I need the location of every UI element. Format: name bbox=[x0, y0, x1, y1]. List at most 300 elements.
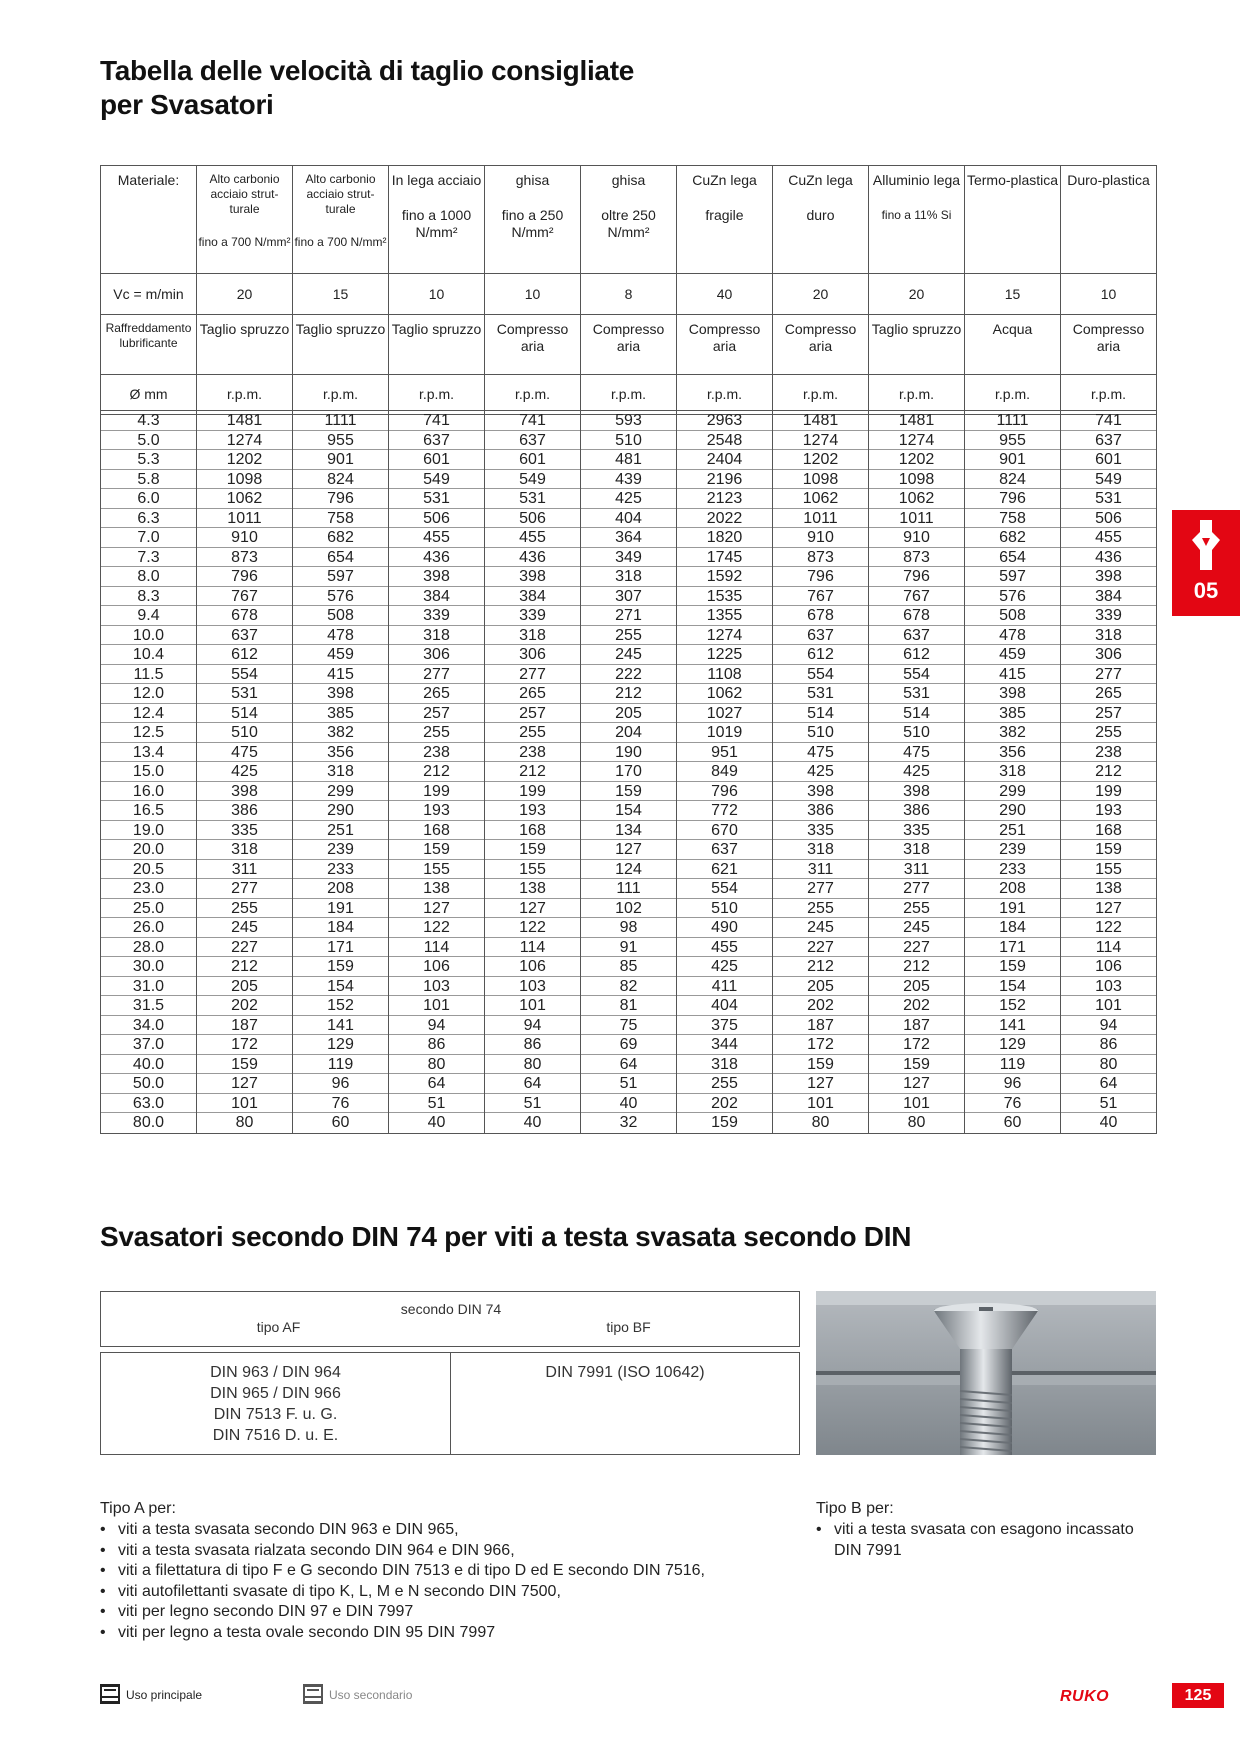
rpm-cell: 212 bbox=[197, 957, 293, 977]
rpm-cell: 94 bbox=[389, 1016, 485, 1036]
cutting-speed-cell: Vc = m/min bbox=[101, 274, 197, 315]
rpm-cell: 1745 bbox=[677, 548, 773, 568]
rpm-cell: 772 bbox=[677, 801, 773, 821]
rpm-cell: 127 bbox=[1061, 899, 1157, 919]
diameter-cell: 7.3 bbox=[101, 548, 197, 568]
rpm-cell: 375 bbox=[677, 1016, 773, 1036]
table-row bbox=[101, 684, 1157, 704]
table-row bbox=[101, 1055, 1157, 1075]
type-bf-label: tipo BF bbox=[606, 1319, 651, 1335]
diameter-cell: 80.0 bbox=[101, 1113, 197, 1133]
din-standards-box bbox=[100, 1352, 800, 1455]
rpm-cell: 208 bbox=[965, 879, 1061, 899]
rpm-cell: 238 bbox=[485, 743, 581, 763]
table-row bbox=[101, 509, 1157, 529]
list-item: • viti per legno a testa ovale secondo DIN 95 DIN 7997 bbox=[100, 1623, 740, 1644]
rpm-cell: 222 bbox=[581, 665, 677, 685]
rpm-cell: 455 bbox=[677, 938, 773, 958]
rpm-cell: 255 bbox=[389, 723, 485, 743]
table-row bbox=[101, 587, 1157, 607]
rpm-cell: 593 bbox=[581, 411, 677, 431]
coolant-cell: Taglio spruzzo bbox=[869, 315, 965, 375]
diameter-cell: 19.0 bbox=[101, 821, 197, 841]
rpm-cell: 311 bbox=[773, 860, 869, 880]
rpm-cell: 637 bbox=[485, 431, 581, 451]
rpm-cell: 101 bbox=[197, 1094, 293, 1114]
rpm-cell: 40 bbox=[581, 1094, 677, 1114]
secondary-use-label: Uso secondario bbox=[329, 1688, 413, 1702]
diameter-cell: 63.0 bbox=[101, 1094, 197, 1114]
table-row bbox=[101, 665, 1157, 685]
rpm-cell: 257 bbox=[485, 704, 581, 724]
rpm-cell: 159 bbox=[965, 957, 1061, 977]
rpm-cell: 531 bbox=[389, 489, 485, 509]
rpm-cell: 80 bbox=[869, 1113, 965, 1133]
rpm-cell: 2404 bbox=[677, 450, 773, 470]
rpm-cell: 1274 bbox=[677, 626, 773, 646]
diameter-cell: 40.0 bbox=[101, 1055, 197, 1075]
table-row bbox=[101, 450, 1157, 470]
table-row bbox=[101, 548, 1157, 568]
rpm-cell: 910 bbox=[197, 528, 293, 548]
rpm-cell: 114 bbox=[485, 938, 581, 958]
rpm-cell: 212 bbox=[485, 762, 581, 782]
list-item: • viti autofilettanti svasate di tipo K, L, M e N secondo DIN 7500, bbox=[100, 1582, 740, 1603]
rpm-cell: 159 bbox=[197, 1055, 293, 1075]
rpm-cell: 506 bbox=[485, 509, 581, 529]
rpm-cell: 356 bbox=[965, 743, 1061, 763]
rpm-cell: 172 bbox=[773, 1035, 869, 1055]
rpm-cell: 796 bbox=[293, 489, 389, 509]
rpm-cell: 344 bbox=[677, 1035, 773, 1055]
coolant-cell: Acqua bbox=[965, 315, 1061, 375]
rpm-cell: 475 bbox=[869, 743, 965, 763]
material-spec: duro bbox=[806, 207, 835, 223]
rpm-cell: 64 bbox=[389, 1074, 485, 1094]
rpm-cell: 106 bbox=[1061, 957, 1157, 977]
rpm-cell: 1225 bbox=[677, 645, 773, 665]
rpm-cell: 824 bbox=[965, 470, 1061, 490]
rpm-cell: 141 bbox=[293, 1016, 389, 1036]
rpm-cell: 193 bbox=[1061, 801, 1157, 821]
diameter-cell: 26.0 bbox=[101, 918, 197, 938]
rpm-cell: 1062 bbox=[869, 489, 965, 509]
table-row bbox=[101, 567, 1157, 587]
rpm-cell: 80 bbox=[1061, 1055, 1157, 1075]
rpm-cell: 554 bbox=[677, 879, 773, 899]
rpm-cell: 531 bbox=[773, 684, 869, 704]
rpm-cell: 86 bbox=[1061, 1035, 1157, 1055]
material-name: Termo-plastica bbox=[966, 172, 1059, 188]
rpm-cell: 2548 bbox=[677, 431, 773, 451]
type-b-title: Tipo B per: bbox=[816, 1500, 894, 1517]
table-row bbox=[101, 723, 1157, 743]
rpm-cell: 318 bbox=[677, 1055, 773, 1075]
material-spec: oltre 250 N/mm² bbox=[601, 207, 656, 240]
rpm-cell: 32 bbox=[581, 1113, 677, 1133]
rpm-cell: 824 bbox=[293, 470, 389, 490]
rpm-cell: 111 bbox=[581, 879, 677, 899]
rpm-cell: 119 bbox=[965, 1055, 1061, 1075]
coolant-cell: Compresso aria bbox=[581, 315, 677, 375]
rpm-cell: 767 bbox=[773, 587, 869, 607]
rpm-cell: 910 bbox=[773, 528, 869, 548]
cutting-speed-cell: 15 bbox=[293, 274, 389, 315]
coolant-cell: Compresso aria bbox=[773, 315, 869, 375]
rpm-cell: 382 bbox=[965, 723, 1061, 743]
rpm-cell: 1481 bbox=[869, 411, 965, 431]
rpm-cell: 245 bbox=[581, 645, 677, 665]
material-name: Materiale: bbox=[117, 172, 180, 188]
rpm-cell: 122 bbox=[1061, 918, 1157, 938]
rpm-cell: 514 bbox=[197, 704, 293, 724]
rpm-cell: 339 bbox=[389, 606, 485, 626]
rpm-cell: 98 bbox=[581, 918, 677, 938]
page-title-line1: Tabella delle velocità di taglio consigliate bbox=[100, 55, 634, 86]
rpm-cell: 227 bbox=[773, 938, 869, 958]
din-74-header bbox=[100, 1291, 800, 1347]
rpm-cell: 1535 bbox=[677, 587, 773, 607]
rpm-cell: 873 bbox=[773, 548, 869, 568]
rpm-cell: 1062 bbox=[197, 489, 293, 509]
material-name: Alto carbonio acciaio strut-turale bbox=[209, 172, 280, 216]
table-row bbox=[101, 1035, 1157, 1055]
table-row bbox=[101, 1094, 1157, 1114]
rpm-cell: 152 bbox=[293, 996, 389, 1016]
rpm-cell: 2196 bbox=[677, 470, 773, 490]
rpm-cell: 318 bbox=[293, 762, 389, 782]
secondary-use-icon bbox=[303, 1684, 323, 1704]
rpm-cell: 510 bbox=[197, 723, 293, 743]
cutting-speed-cell: 10 bbox=[485, 274, 581, 315]
rpm-cell: 129 bbox=[965, 1035, 1061, 1055]
chapter-number: 05 bbox=[1193, 578, 1219, 603]
page-number: 125 bbox=[1172, 1683, 1224, 1708]
rpm-cell: 1274 bbox=[869, 431, 965, 451]
rpm-cell: 172 bbox=[197, 1035, 293, 1055]
diameter-cell: 30.0 bbox=[101, 957, 197, 977]
rpm-cell: 2123 bbox=[677, 489, 773, 509]
rpm-cell: 127 bbox=[581, 840, 677, 860]
rpm-cell: 398 bbox=[389, 567, 485, 587]
rpm-cell: 202 bbox=[677, 1094, 773, 1114]
rpm-cell: 425 bbox=[773, 762, 869, 782]
rpm-cell: 601 bbox=[1061, 450, 1157, 470]
rpm-cell: 159 bbox=[869, 1055, 965, 1075]
rpm-cell: 311 bbox=[197, 860, 293, 880]
rpm-cell: 654 bbox=[293, 548, 389, 568]
rpm-cell: 612 bbox=[773, 645, 869, 665]
material-cell bbox=[197, 166, 293, 274]
table-row bbox=[101, 1113, 1157, 1133]
rpm-cell: 637 bbox=[1061, 431, 1157, 451]
table-row bbox=[101, 626, 1157, 646]
chapter-tab bbox=[1172, 510, 1240, 616]
rpm-cell: 159 bbox=[1061, 840, 1157, 860]
diameter-cell: 34.0 bbox=[101, 1016, 197, 1036]
diameter-cell: 13.4 bbox=[101, 743, 197, 763]
rpm-cell: 51 bbox=[389, 1094, 485, 1114]
rpm-cell: 901 bbox=[965, 450, 1061, 470]
rpm-cell: 1027 bbox=[677, 704, 773, 724]
rpm-cell: 255 bbox=[581, 626, 677, 646]
unit-cell: r.p.m. bbox=[677, 375, 773, 415]
rpm-cell: 208 bbox=[293, 879, 389, 899]
rpm-cell: 385 bbox=[965, 704, 1061, 724]
rpm-cell: 1481 bbox=[197, 411, 293, 431]
rpm-cell: 475 bbox=[773, 743, 869, 763]
rpm-cell: 138 bbox=[389, 879, 485, 899]
table-row bbox=[101, 840, 1157, 860]
rpm-cell: 103 bbox=[389, 977, 485, 997]
coolant-cell: Raffreddamento lubrificante bbox=[101, 315, 197, 375]
rpm-cell: 106 bbox=[389, 957, 485, 977]
rpm-cell: 951 bbox=[677, 743, 773, 763]
rpm-cell: 127 bbox=[869, 1074, 965, 1094]
rpm-cell: 382 bbox=[293, 723, 389, 743]
diameter-cell: 4.3 bbox=[101, 411, 197, 431]
rpm-cell: 277 bbox=[869, 879, 965, 899]
rpm-cell: 255 bbox=[485, 723, 581, 743]
rpm-cell: 796 bbox=[773, 567, 869, 587]
unit-cell: r.p.m. bbox=[197, 375, 293, 415]
rpm-cell: 955 bbox=[293, 431, 389, 451]
rpm-cell: 124 bbox=[581, 860, 677, 880]
unit-cell: r.p.m. bbox=[869, 375, 965, 415]
rpm-cell: 122 bbox=[389, 918, 485, 938]
rpm-cell: 384 bbox=[485, 587, 581, 607]
rpm-cell: 404 bbox=[581, 509, 677, 529]
rpm-cell: 172 bbox=[869, 1035, 965, 1055]
rpm-cell: 514 bbox=[869, 704, 965, 724]
rpm-cell: 510 bbox=[869, 723, 965, 743]
diameter-cell: 8.0 bbox=[101, 567, 197, 587]
rpm-cell: 398 bbox=[197, 782, 293, 802]
rpm-cell: 168 bbox=[389, 821, 485, 841]
rpm-cell: 455 bbox=[1061, 528, 1157, 548]
rpm-cell: 141 bbox=[965, 1016, 1061, 1036]
rpm-cell: 245 bbox=[773, 918, 869, 938]
rpm-cell: 277 bbox=[197, 879, 293, 899]
rpm-cell: 1098 bbox=[869, 470, 965, 490]
material-spec: fino a 250 N/mm² bbox=[501, 207, 564, 240]
rpm-cell: 510 bbox=[773, 723, 869, 743]
coolant-cell: Taglio spruzzo bbox=[389, 315, 485, 375]
rpm-cell: 910 bbox=[869, 528, 965, 548]
diameter-cell: 5.8 bbox=[101, 470, 197, 490]
rpm-cell: 318 bbox=[1061, 626, 1157, 646]
material-cell bbox=[293, 166, 389, 274]
rpm-cell: 335 bbox=[869, 821, 965, 841]
rpm-cell: 265 bbox=[485, 684, 581, 704]
cutting-speed-cell: 20 bbox=[197, 274, 293, 315]
rpm-cell: 255 bbox=[869, 899, 965, 919]
cutting-speed-cell: 20 bbox=[773, 274, 869, 315]
diameter-cell: 37.0 bbox=[101, 1035, 197, 1055]
diameter-cell: 12.0 bbox=[101, 684, 197, 704]
type-bf-standard: DIN 7991 (ISO 10642) bbox=[545, 1364, 705, 1381]
page-title bbox=[100, 54, 634, 122]
cutting-speed-cell: 20 bbox=[869, 274, 965, 315]
rpm-cell: 554 bbox=[773, 665, 869, 685]
diameter-cell: 6.3 bbox=[101, 509, 197, 529]
rpm-cell: 212 bbox=[581, 684, 677, 704]
rpm-cell: 1011 bbox=[197, 509, 293, 529]
rpm-cell: 94 bbox=[485, 1016, 581, 1036]
diameter-cell: 5.3 bbox=[101, 450, 197, 470]
rpm-cell: 1111 bbox=[293, 411, 389, 431]
material-cell bbox=[581, 166, 677, 274]
material-cell bbox=[677, 166, 773, 274]
rpm-cell: 239 bbox=[293, 840, 389, 860]
rpm-cell: 199 bbox=[485, 782, 581, 802]
material-name: Duro-plastica bbox=[1067, 172, 1150, 188]
rpm-cell: 637 bbox=[197, 626, 293, 646]
material-label-cell bbox=[101, 166, 197, 274]
coolant-cell: Taglio spruzzo bbox=[293, 315, 389, 375]
rpm-cell: 758 bbox=[965, 509, 1061, 529]
rpm-cell: 306 bbox=[485, 645, 581, 665]
rpm-cell: 318 bbox=[965, 762, 1061, 782]
rpm-cell: 506 bbox=[1061, 509, 1157, 529]
rpm-cell: 670 bbox=[677, 821, 773, 841]
rpm-cell: 64 bbox=[485, 1074, 581, 1094]
rpm-cell: 245 bbox=[197, 918, 293, 938]
rpm-cell: 425 bbox=[677, 957, 773, 977]
rpm-cell: 1098 bbox=[197, 470, 293, 490]
coolant-row bbox=[101, 315, 1157, 375]
coolant-cell: Compresso aria bbox=[485, 315, 581, 375]
rpm-cell: 1481 bbox=[773, 411, 869, 431]
rpm-cell: 86 bbox=[485, 1035, 581, 1055]
rpm-cell: 455 bbox=[485, 528, 581, 548]
rpm-cell: 51 bbox=[485, 1094, 581, 1114]
rpm-cell: 138 bbox=[485, 879, 581, 899]
rpm-cell: 245 bbox=[869, 918, 965, 938]
rpm-cell: 154 bbox=[965, 977, 1061, 997]
diameter-cell: 12.4 bbox=[101, 704, 197, 724]
primary-use-label: Uso principale bbox=[126, 1688, 203, 1702]
diameter-cell: 12.5 bbox=[101, 723, 197, 743]
rpm-cell: 106 bbox=[485, 957, 581, 977]
din-74-label: secondo DIN 74 bbox=[400, 1301, 502, 1317]
rpm-cell: 184 bbox=[965, 918, 1061, 938]
material-name: In lega acciaio bbox=[391, 172, 482, 188]
diameter-cell: 20.0 bbox=[101, 840, 197, 860]
rpm-cell: 531 bbox=[197, 684, 293, 704]
material-name: CuZn lega bbox=[692, 172, 757, 188]
rpm-cell: 193 bbox=[485, 801, 581, 821]
rpm-cell: 478 bbox=[293, 626, 389, 646]
rpm-cell: 138 bbox=[1061, 879, 1157, 899]
rpm-cell: 849 bbox=[677, 762, 773, 782]
rpm-cell: 307 bbox=[581, 587, 677, 607]
rpm-cell: 436 bbox=[389, 548, 485, 568]
rpm-cell: 86 bbox=[389, 1035, 485, 1055]
rpm-cell: 415 bbox=[293, 665, 389, 685]
rpm-cell: 60 bbox=[965, 1113, 1061, 1133]
rpm-cell: 277 bbox=[1061, 665, 1157, 685]
rpm-cell: 335 bbox=[773, 821, 869, 841]
rpm-cell: 1274 bbox=[773, 431, 869, 451]
rpm-cell: 339 bbox=[485, 606, 581, 626]
coolant-cell: Compresso aria bbox=[677, 315, 773, 375]
rpm-cell: 255 bbox=[197, 899, 293, 919]
rpm-cell: 356 bbox=[293, 743, 389, 763]
rpm-cell: 549 bbox=[485, 470, 581, 490]
rpm-cell: 601 bbox=[485, 450, 581, 470]
rpm-cell: 741 bbox=[1061, 411, 1157, 431]
rpm-cell: 637 bbox=[389, 431, 485, 451]
rpm-cell: 101 bbox=[773, 1094, 869, 1114]
rpm-cell: 212 bbox=[389, 762, 485, 782]
rpm-cell: 205 bbox=[773, 977, 869, 997]
rpm-cell: 481 bbox=[581, 450, 677, 470]
rpm-cell: 1202 bbox=[773, 450, 869, 470]
rpm-cell: 796 bbox=[965, 489, 1061, 509]
rpm-cell: 40 bbox=[485, 1113, 581, 1133]
rpm-cell: 425 bbox=[197, 762, 293, 782]
rpm-cell: 80 bbox=[773, 1113, 869, 1133]
rpm-cell: 114 bbox=[389, 938, 485, 958]
rpm-cell: 127 bbox=[773, 1074, 869, 1094]
rpm-cell: 1592 bbox=[677, 567, 773, 587]
rpm-cell: 277 bbox=[773, 879, 869, 899]
rpm-cell: 152 bbox=[965, 996, 1061, 1016]
rpm-cell: 349 bbox=[581, 548, 677, 568]
rpm-cell: 335 bbox=[197, 821, 293, 841]
rpm-cell: 1355 bbox=[677, 606, 773, 626]
rpm-cell: 1011 bbox=[773, 509, 869, 529]
table-row bbox=[101, 411, 1157, 431]
rpm-cell: 508 bbox=[965, 606, 1061, 626]
rpm-cell: 531 bbox=[869, 684, 965, 704]
rpm-cell: 64 bbox=[1061, 1074, 1157, 1094]
rpm-cell: 170 bbox=[581, 762, 677, 782]
rpm-cell: 459 bbox=[965, 645, 1061, 665]
rpm-cell: 741 bbox=[389, 411, 485, 431]
rpm-cell: 439 bbox=[581, 470, 677, 490]
rpm-cell: 91 bbox=[581, 938, 677, 958]
table-row bbox=[101, 704, 1157, 724]
table-row bbox=[101, 801, 1157, 821]
rpm-cell: 637 bbox=[869, 626, 965, 646]
rpm-cell: 311 bbox=[869, 860, 965, 880]
rpm-cell: 1111 bbox=[965, 411, 1061, 431]
rpm-cell: 1011 bbox=[869, 509, 965, 529]
rpm-cell: 212 bbox=[773, 957, 869, 977]
rpm-cell: 122 bbox=[485, 918, 581, 938]
af-standard: DIN 965 / DIN 966 bbox=[210, 1385, 341, 1402]
rpm-cell: 277 bbox=[389, 665, 485, 685]
table-row bbox=[101, 996, 1157, 1016]
rpm-cell: 202 bbox=[197, 996, 293, 1016]
rpm-cell: 76 bbox=[965, 1094, 1061, 1114]
rpm-cell: 96 bbox=[965, 1074, 1061, 1094]
rpm-cell: 76 bbox=[293, 1094, 389, 1114]
rpm-cell: 102 bbox=[581, 899, 677, 919]
rpm-cell: 796 bbox=[197, 567, 293, 587]
material-name: Alto carbonio acciaio strut-turale bbox=[305, 172, 376, 216]
speed-table-data bbox=[100, 410, 1157, 1134]
material-name: Alluminio lega bbox=[872, 172, 961, 188]
brand-logo: RUKO bbox=[1060, 1688, 1110, 1705]
rpm-cell: 384 bbox=[389, 587, 485, 607]
rpm-cell: 82 bbox=[581, 977, 677, 997]
table-row bbox=[101, 1016, 1157, 1036]
rpm-cell: 187 bbox=[197, 1016, 293, 1036]
rpm-cell: 955 bbox=[965, 431, 1061, 451]
